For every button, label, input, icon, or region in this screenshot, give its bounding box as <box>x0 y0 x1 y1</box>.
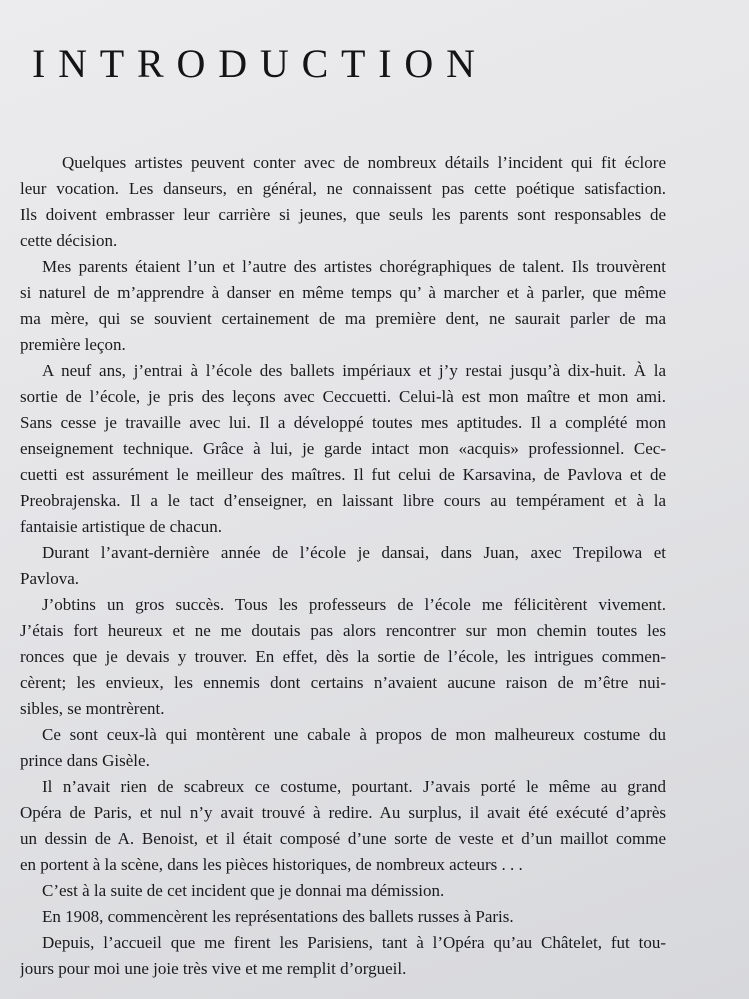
text-line: cette décision. <box>20 231 118 250</box>
text-line: si naturel de m’apprendre à danser en même temps qu’ à marcher et à parler, que même <box>20 283 666 302</box>
text-line: Preobrajenska. Il a le tact d’enseigner, en laissant libre cours au tempérament et à la <box>20 491 666 510</box>
text-line: sibles, se montrèrent. <box>20 699 165 718</box>
body-text <box>20 150 666 982</box>
text-line: Durant l’avant-dernière année de l’école je dansai, dans Juan, axec Trepilowa et <box>42 543 666 562</box>
text-line: En 1908, commencèrent les représentations des ballets russes à Paris. <box>42 907 514 926</box>
text-line: ma mère, qui se souvient certainement de ma première dent, ne saurait parler de ma <box>20 309 666 328</box>
text-line: ronces que je devais y trouver. En effet, dès la sortie de l’école, les intrigues commen- <box>20 647 666 666</box>
text-line: Ils doivent embrasser leur carrière si jeunes, que seuls les parents sont responsables de <box>20 205 666 224</box>
text-line: Sans cesse je travaille avec lui. Il a développé toutes mes aptitudes. Il a complété mon <box>20 413 666 432</box>
text-line: A neuf ans, j’entrai à l’école des ballets impériaux et j’y restai jusqu’à dix-huit. À la <box>42 361 666 380</box>
text-line: jours pour moi une joie très vive et me remplit d’orgueil. <box>20 959 407 978</box>
text-line: Depuis, l’accueil que me firent les Parisiens, tant à l’Opéra qu’au Châtelet, fut tou- <box>42 933 666 952</box>
text-line: Quelques artistes peuvent conter avec de nombreux détails l’incident qui fit éclore <box>62 153 666 172</box>
text-line: Pavlova. <box>20 569 80 588</box>
text-line: fantaisie artistique de chacun. <box>20 517 223 536</box>
text-line: cèrent; les envieux, les ennemis dont certains n’avaient aucune raison de m’être nui- <box>20 673 666 692</box>
text-line: sortie de l’école, je pris des leçons avec Ceccuetti. Celui-là est mon maître et mon ami. <box>20 387 666 406</box>
text-line: C’est à la suite de cet incident que je donnai ma démission. <box>42 881 445 900</box>
text-line: Mes parents étaient l’un et l’autre des artistes chorégraphiques de talent. Ils trouvèrent <box>42 257 666 276</box>
text-line: J’étais fort heureux et ne me doutais pas alors rencontrer sur mon chemin toutes les <box>20 621 666 640</box>
text-line: première leçon. <box>20 335 126 354</box>
text-line: un dessin de A. Benoist, et il était composé d’une sorte de veste et d’un maillot comme <box>20 829 666 848</box>
text-line: enseignement technique. Grâce à lui, je garde intact mon «acquis» professionnel. Cec- <box>20 439 666 458</box>
text-line: Opéra de Paris, et nul n’y avait trouvé à redire. Au surplus, il avait été exécuté d’après <box>20 803 666 822</box>
page-title: INTRODUCTION <box>32 41 488 86</box>
text-line: prince dans Gisèle. <box>20 751 150 770</box>
text-line: leur vocation. Les danseurs, en général, ne connaissent pas cette poétique satisfaction. <box>20 179 666 198</box>
text-line: Ce sont ceux-là qui montèrent une cabale à propos de mon malheureux costume du <box>42 725 666 744</box>
text-line: en portent à la scène, dans les pièces historiques, de nombreux acteurs . . . <box>20 855 523 874</box>
text-line: J’obtins un gros succès. Tous les professeurs de l’école me félicitèrent vivement. <box>42 595 666 614</box>
text-line: cuetti est assurément le meilleur des maîtres. Il fut celui de Karsavina, de Pavlova et de <box>20 465 666 484</box>
text-line: Il n’avait rien de scabreux ce costume, pourtant. J’avais porté le même au grand <box>42 777 666 796</box>
